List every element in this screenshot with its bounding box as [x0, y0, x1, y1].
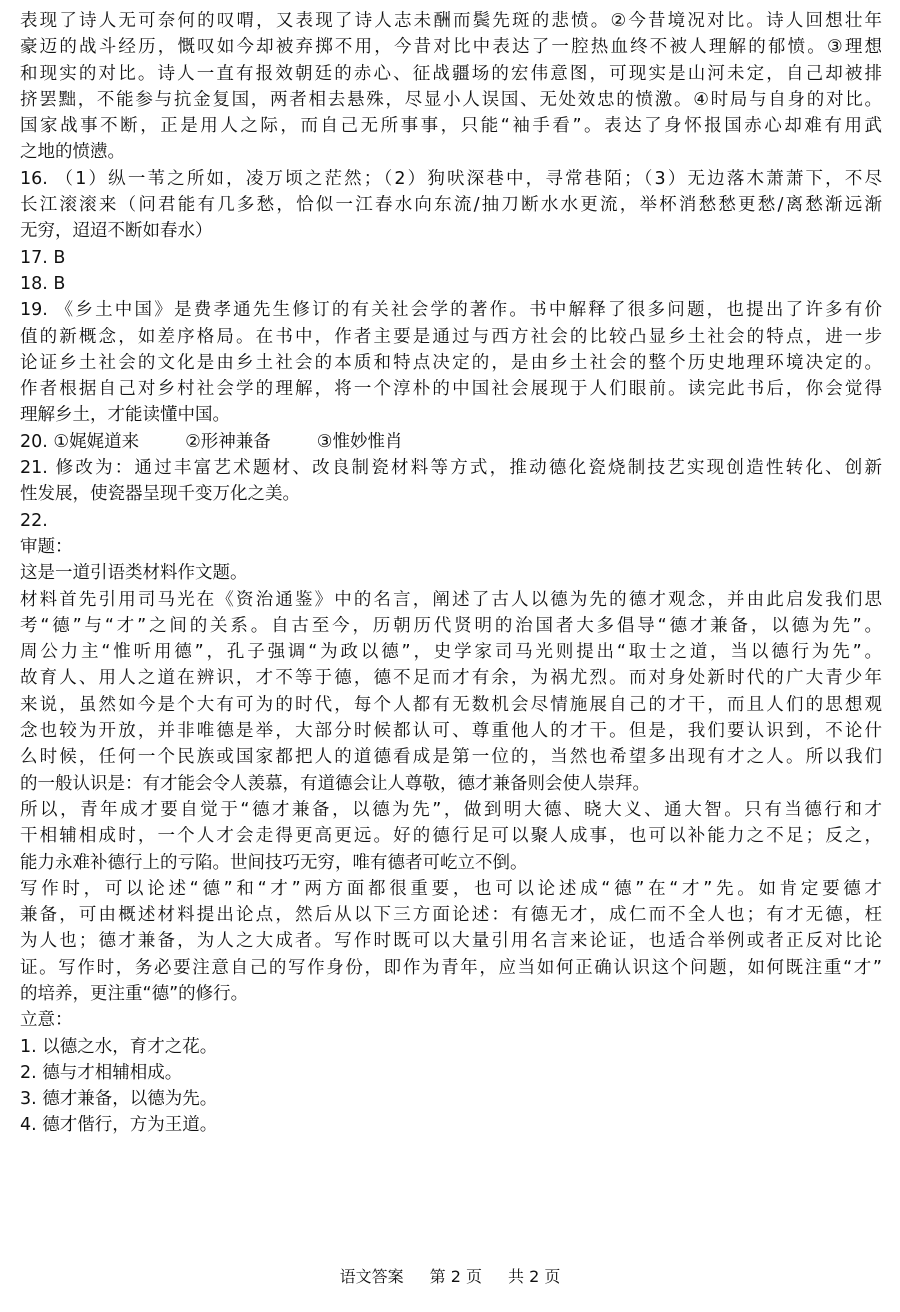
text-line: 性发展，使瓷器呈现千变万化之美。 — [20, 484, 300, 505]
answer-document — [20, 8, 882, 1139]
answer-20-item-2: ②形神兼备 — [185, 431, 271, 452]
text-line: 周公力主“惟听用德”，孔子强调“为政以德”，史学家司马光则提出“取士之道，当以德行为先”。 — [20, 642, 882, 663]
text-line: 能力永难补德行上的亏陷。世间技巧无穷，唯有德者可屹立不倒。 — [20, 852, 528, 873]
answer-20-item-3: ③惟妙惟肖 — [316, 431, 403, 452]
text-line: 的一般认识是：有才能会令人羡慕，有道德会让人尊敬，德才兼备则会使人崇拜。 — [20, 773, 650, 794]
answer-22-number: 22. — [20, 510, 48, 531]
text-line: 材料首先引用司马光在《资治通鉴》中的名言，阐述了古人以德为先的德才观念，并由此启发我们思 — [20, 589, 882, 610]
text-line: 值的新概念，如差序格局。在书中，作者主要是通过与西方社会的比较凸显乡土社会的特点，进一步 — [20, 326, 882, 347]
answer-18: 18. B — [20, 273, 66, 294]
section-heading-theme: 立意： — [20, 1010, 73, 1031]
text-line: 的培养，更注重“德”的修行。 — [20, 983, 249, 1004]
text-line: 论证乡土社会的文化是由乡土社会的本质和特点决定的，是由乡土社会的整个历史地理环境决定的。 — [20, 352, 882, 373]
answer-17: 17. B — [20, 247, 66, 268]
text-line: 表现了诗人无可奈何的叹喟，又表现了诗人志未酬而鬓先斑的悲愤。②今昔境况对比。诗人回想壮年 — [20, 11, 882, 31]
text-line: 写作时，可以论述“德”和“才”两方面都很重要，也可以论述成“德”在“才”先。如肯定要德才 — [20, 878, 882, 899]
text-line: 作者根据自己对乡村社会学的理解，将一个淳朴的中国社会展现于人们眼前。读完此书后，你会觉得 — [20, 379, 882, 400]
answer-19-line: 19. 《乡土中国》是费孝通先生修订的有关社会学的著作。书中解释了很多问题，也提出了许多有价 — [20, 300, 882, 321]
text-line: 干相辅相成时，一个人才会走得更高更远。好的德行足可以聚人成事，也可以补能力之不足；反之， — [20, 826, 882, 847]
text-line: 和现实的对比。诗人一直有报效朝廷的赤心、征战疆场的宏伟意图，可现实是山河未定，自己却被排 — [20, 63, 882, 84]
text-line: 么时候，任何一个民族或国家都把人的道德看成是第一位的，当然也希望多出现有才之人。所以我们 — [20, 747, 882, 768]
text-line: 故育人、用人之道在辨识，才不等于德，德不足而才有余，为祸尤烈。而对身处新时代的广大青少年 — [20, 668, 882, 689]
answer-16-line: 16. （1）纵一苇之所如，凌万顷之茫然；（2）狗吠深巷中，寻常巷陌；（3）无边落木萧萧下，不尽 — [20, 168, 882, 189]
theme-item: 3. 德才兼备，以德为先。 — [20, 1089, 218, 1110]
text-line: 理解乡土，才能读懂中国。 — [20, 405, 230, 426]
answer-20 — [20, 429, 882, 455]
footer-page-number: 第 2 页 — [429, 1267, 482, 1286]
text-line: 长江滚滚来（问君能有几多愁，恰似一江春水向东流/抽刀断水水更流，举杯消愁愁更愁/离愁渐远渐 — [20, 195, 882, 216]
footer-subject: 语文答案 — [339, 1267, 404, 1286]
theme-item: 2. 德与才相辅相成。 — [20, 1062, 183, 1083]
answer-21-line: 21. 修改为：通过丰富艺术题材、改良制瓷材料等方式，推动德化瓷烧制技艺实现创造性转化、创新 — [20, 458, 882, 479]
page-footer — [0, 1266, 900, 1288]
text-line: 为人也；德才兼备，为人之大成者。写作时既可以大量引用名言来论证，也适合举例或者正反对比论 — [20, 931, 882, 952]
text-line: 考“德”与“才”之间的关系。自古至今，历朝历代贤明的治国者大多倡导“德才兼备，以德为先”。 — [20, 615, 882, 636]
footer-total-pages: 共 2 页 — [508, 1267, 561, 1286]
text-line: 之地的愤懑。 — [20, 142, 125, 163]
text-line: 这是一道引语类材料作文题。 — [20, 563, 248, 584]
theme-item: 1. 以德之水，育才之花。 — [20, 1036, 218, 1057]
text-line: 念也较为开放，并非唯德是举，大部分时候都认可、尊重他人的才干。但是，我们要认识到，不论什 — [20, 721, 882, 742]
text-line: 无穷，迢迢不断如春水） — [20, 221, 213, 242]
answer-20-item-1: 20. ①娓娓道来 — [20, 431, 140, 452]
text-line: 国家战事不断，正是用人之际，而自己无所事事，只能“袖手看”。表达了身怀报国赤心却难有用武 — [20, 116, 882, 137]
text-line: 证。写作时，务必要注意自己的写作身份，即作为青年，应当如何正确认识这个问题，如何既注重“才” — [20, 957, 882, 978]
text-line: 兼备，可由概述材料提出论点，然后从以下三方面论述：有德无才，成仁而不全人也；有才无德，枉 — [20, 905, 882, 926]
text-line: 豪迈的战斗经历，慨叹如今却被弃掷不用，今昔对比中表达了一腔热血终不被人理解的郁愤。③理想 — [20, 37, 882, 58]
section-heading-review: 审题： — [20, 536, 73, 557]
text-line: 挤罢黜，不能参与抗金复国，两者相去悬殊，尽显小人误国、无处效忠的愤激。④时局与自身的对比。 — [20, 89, 882, 110]
theme-item: 4. 德才偕行，方为王道。 — [20, 1115, 218, 1136]
text-line: 来说，虽然如今是个大有可为的时代，每个人都有无数机会尽情施展自己的才干，而且人们的思想观 — [20, 694, 882, 715]
text-line: 所以，青年成才要自觉于“德才兼备，以德为先”，做到明大德、晓大义、通大智。只有当德行和才 — [20, 799, 882, 820]
